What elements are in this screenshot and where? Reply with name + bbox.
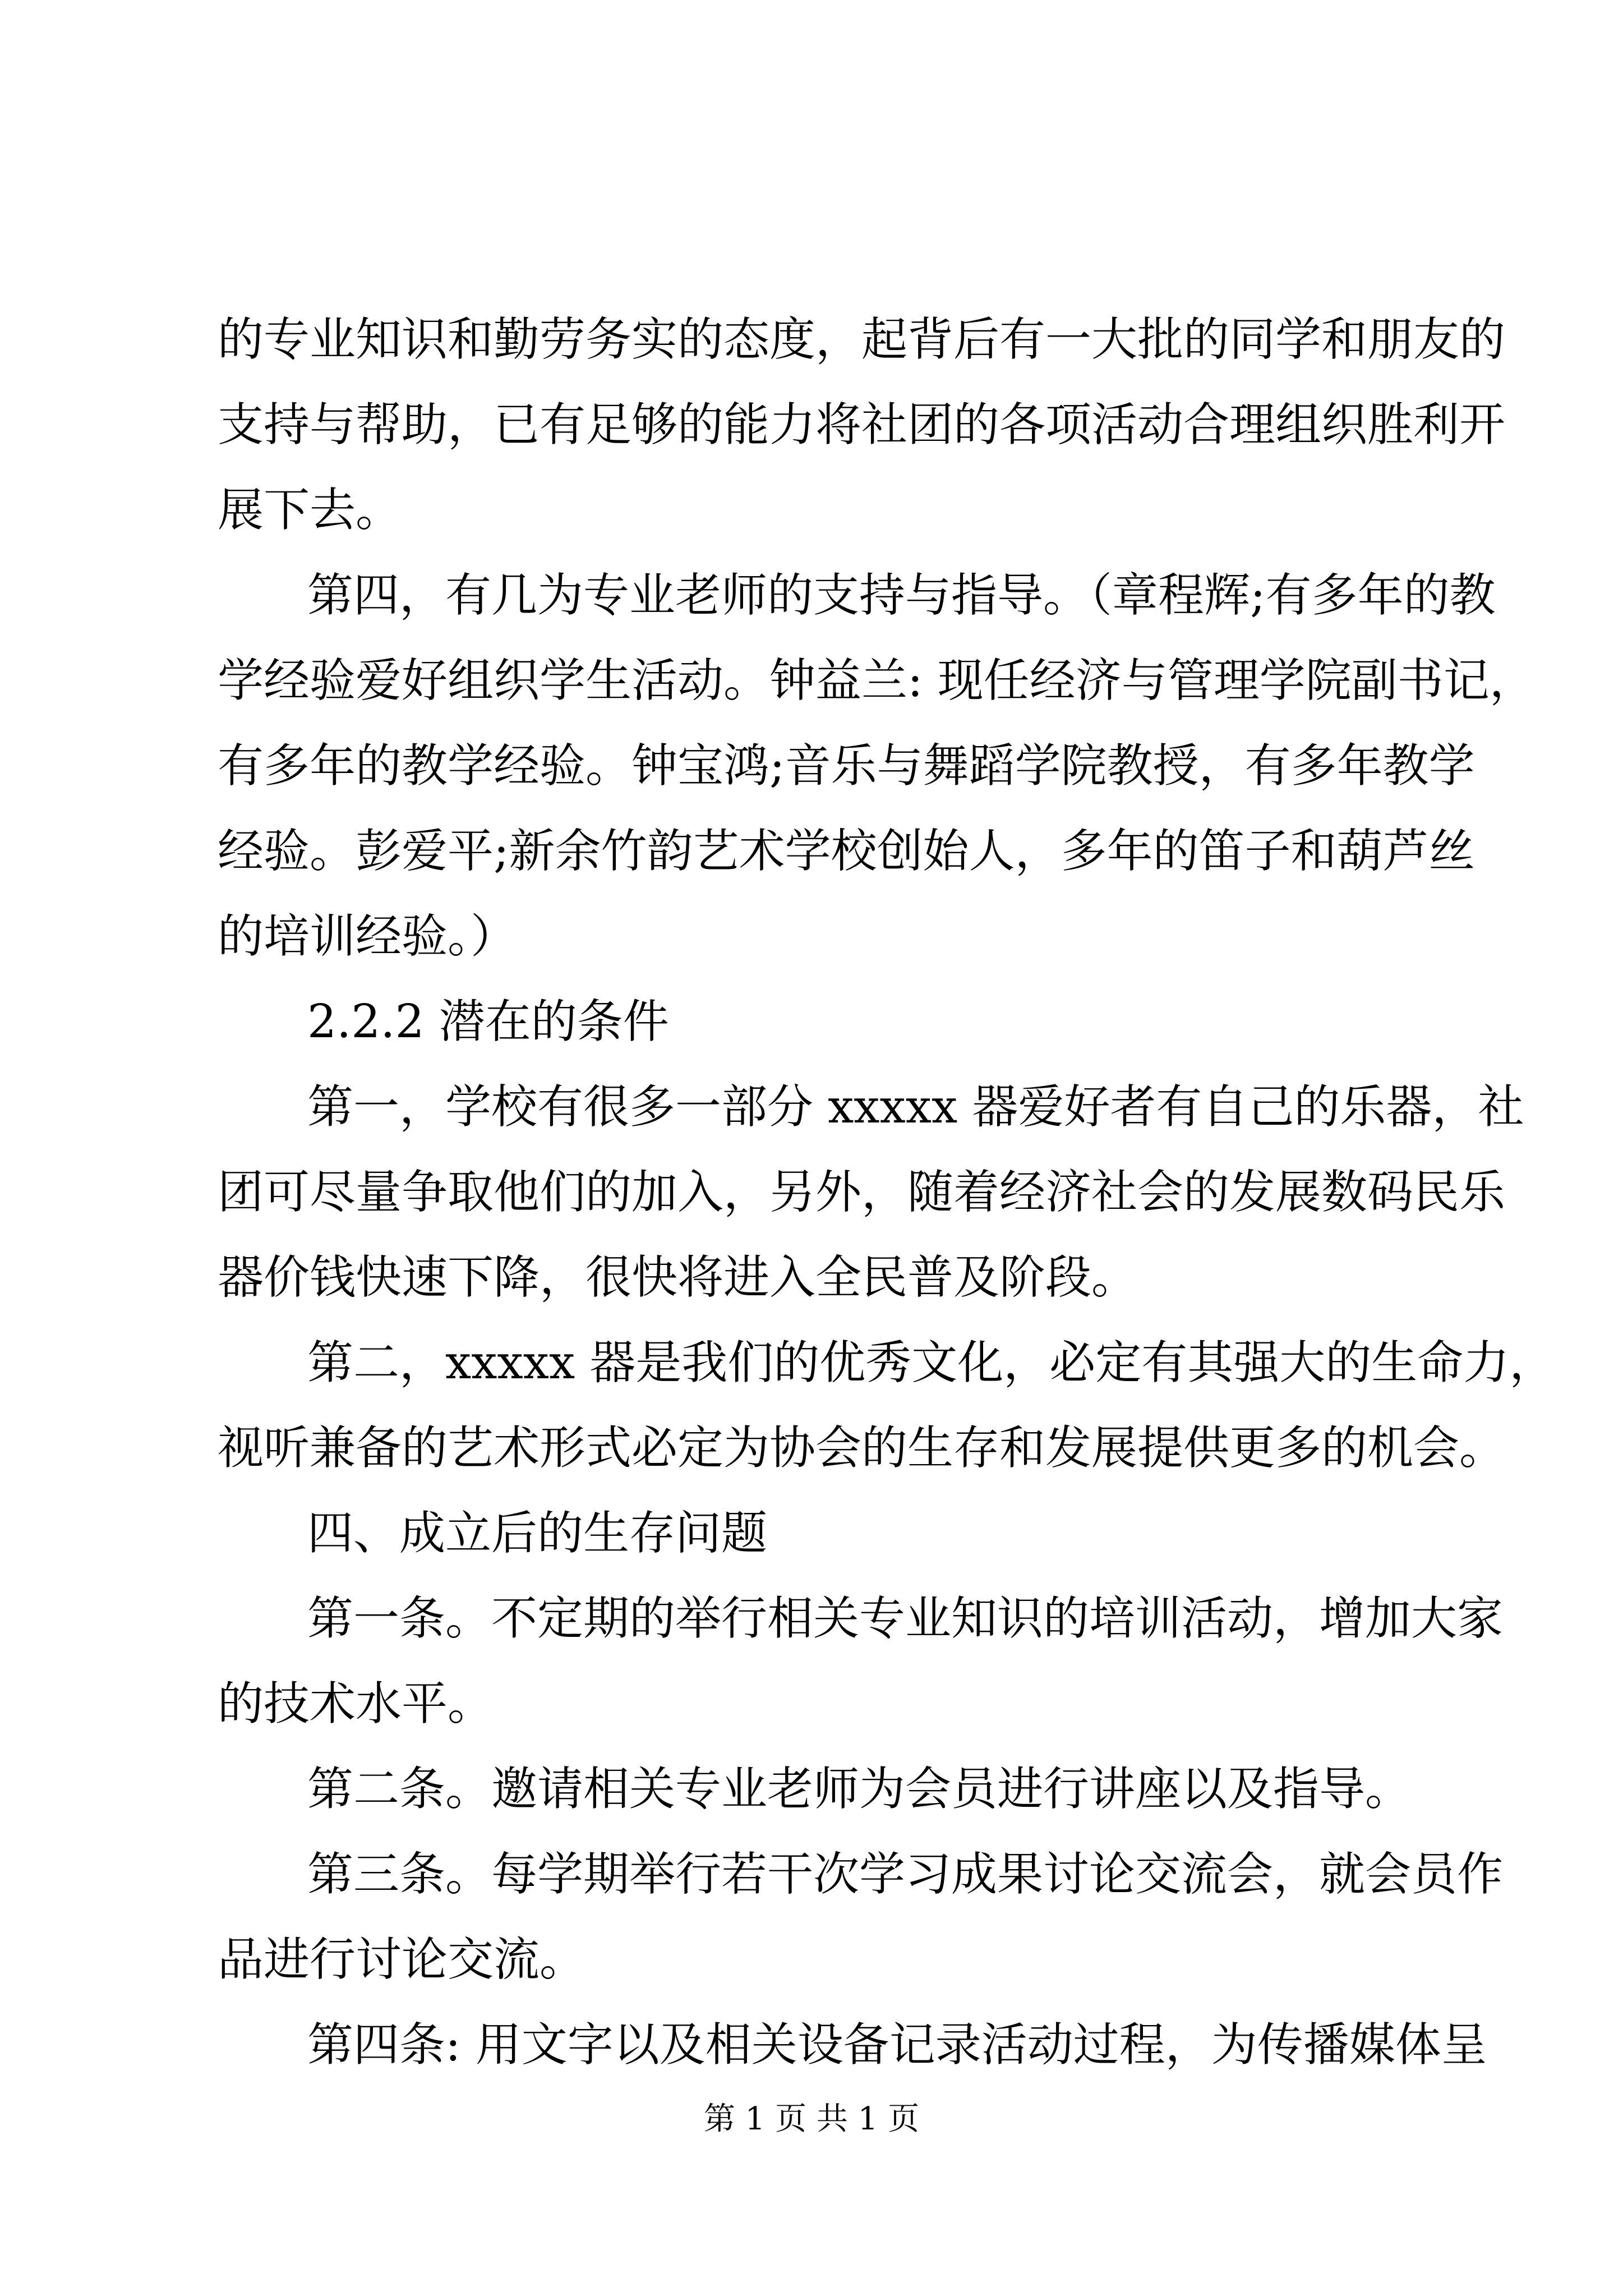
paragraph-line: 第四条: 用文字以及相关设备记录活动过程，为传播媒体呈 (307, 2018, 1487, 2072)
paragraph-line: 视听兼备的艺术形式必定为协会的生存和发展提供更多的机会。 (218, 1421, 1506, 1475)
paragraph-line: 第三条。每学期举行若干次学习成果讨论交流会，就会员作 (307, 1848, 1504, 1901)
document-body (218, 297, 1556, 2088)
section-heading: 2.2.2 潜在的条件 (307, 995, 669, 1048)
paragraph-line: 第二，xxxxx 器是我们的优秀文化，必定有其强大的生命力， (307, 1336, 1556, 1389)
paragraph-line: 的专业知识和勤劳务实的态度，起背后有一大批的同学和朋友的 (218, 313, 1506, 366)
paragraph-line: 第二条。邀请相关专业老师为会员进行讲座以及指导。 (307, 1763, 1412, 1816)
paragraph-line: 经验。彭爱平;新余竹韵艺术学校创始人，多年的笛子和葫芦丝 (218, 825, 1475, 878)
paragraph-line: 品进行讨论交流。 (218, 1933, 586, 1986)
paragraph-line: 第四，有几为专业老师的支持与指导。（章程辉;有多年的教 (307, 569, 1496, 622)
paragraph-line: 展下去。 (218, 484, 402, 537)
section-heading: 四、成立后的生存问题 (307, 1507, 768, 1560)
paragraph-line: 学经验爱好组织学生活动。钟益兰: 现任经济与管理学院副书记， (218, 654, 1536, 707)
paragraph-line: 第一条。不定期的举行相关专业知识的培训活动，增加大家 (307, 1592, 1504, 1645)
page-footer: 第 1 页 共 1 页 (703, 2101, 920, 2137)
paragraph-line: 的培训经验。） (218, 910, 517, 963)
paragraph-line: 第一，学校有很多一部分 xxxxx 器爱好者有自己的乐器，社 (307, 1080, 1524, 1134)
paragraph-line: 支持与帮助，已有足够的能力将社团的各项活动合理组织胜利开 (218, 398, 1506, 452)
paragraph-line: 有多年的教学经验。钟宝鸿;音乐与舞蹈学院教授，有多年教学 (218, 739, 1475, 793)
paragraph-line: 团可尽量争取他们的加入，另外，随着经济社会的发展数码民乐 (218, 1166, 1506, 1219)
paragraph-line: 器价钱快速下降，很快将进入全民普及阶段。 (218, 1251, 1138, 1304)
paragraph-line: 的技术水平。 (218, 1677, 494, 1731)
